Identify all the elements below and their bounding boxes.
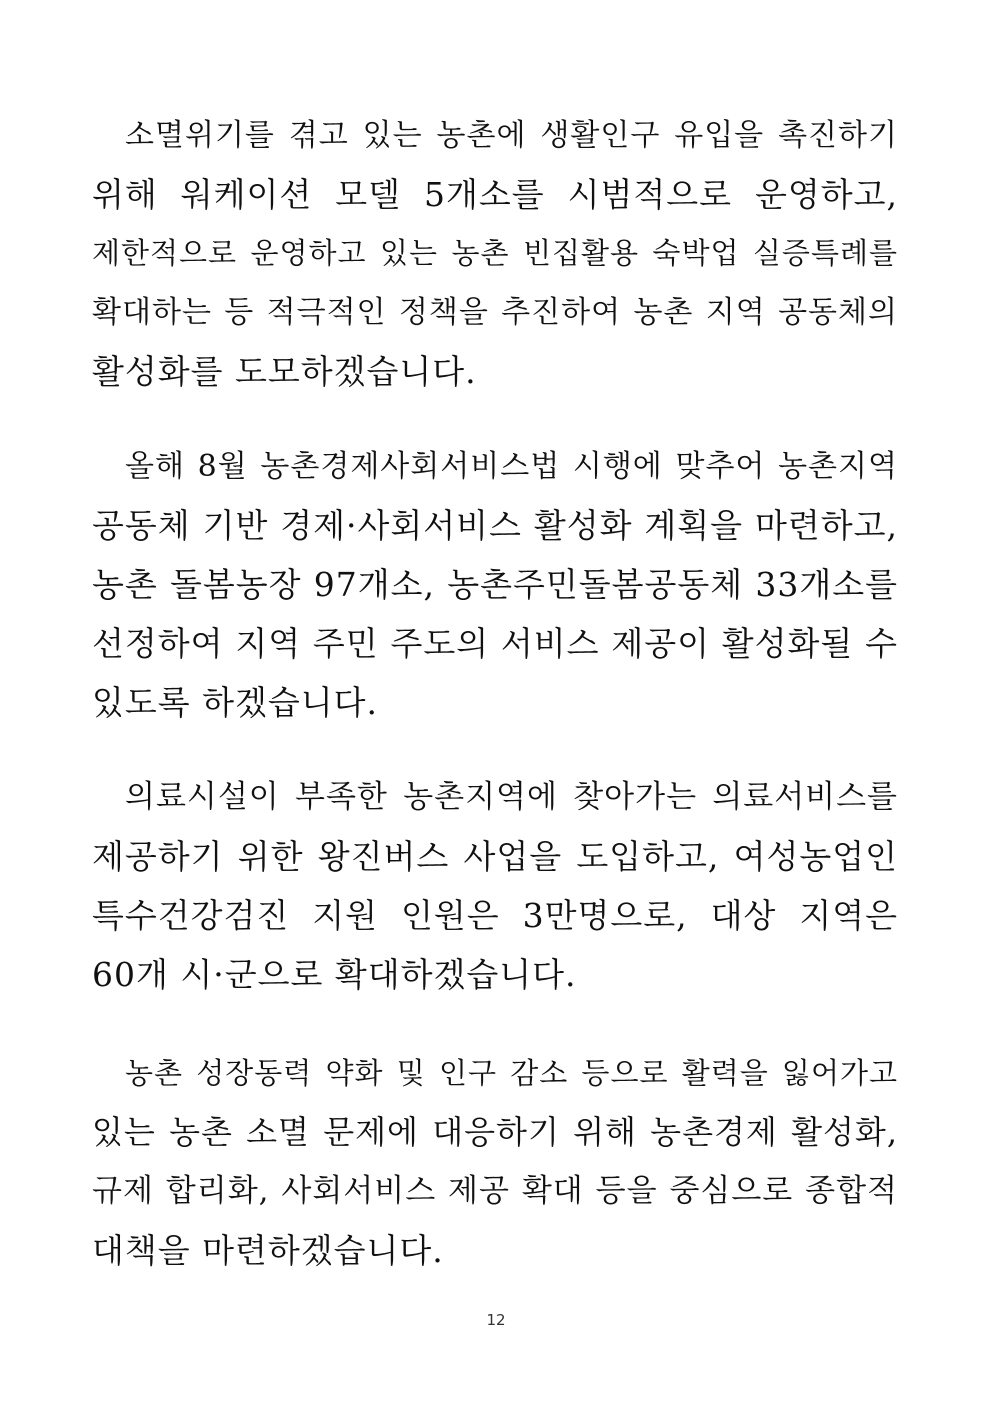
paragraph-line: 확대하는 등 적극적인 정책을 추진하여 농촌 지역 공동체의 — [92, 295, 898, 330]
paragraph-line: 대책을 마련하겠습니다. — [92, 1231, 444, 1270]
paragraph-line: 소멸위기를 겪고 있는 농촌에 생활인구 유입을 촉진하기 — [125, 118, 898, 153]
paragraph-line: 특수건강검진 지원 인원은 3만명으로, 대상 지역은 — [92, 896, 898, 935]
paragraph-rural-population — [92, 106, 898, 401]
paragraph-line: 위해 워케이션 모델 5개소를 시범적으로 운영하고, — [92, 175, 898, 214]
page-number: 12 — [486, 1311, 506, 1329]
paragraph-line: 규제 합리화, 사회서비스 제공 확대 등을 중심으로 종합적 — [92, 1173, 898, 1209]
paragraph-line: 제한적으로 운영하고 있는 농촌 빈집활용 숙박업 실증특례를 — [92, 236, 898, 270]
paragraph-line: 있도록 하겠습니다. — [92, 683, 379, 722]
paragraph-line: 농촌 돌봄농장 97개소, 농촌주민돌봄공동체 33개소를 — [92, 565, 898, 604]
paragraph-line: 공동체 기반 경제·사회서비스 활성화 계획을 마련하고, — [92, 506, 898, 545]
paragraph-line: 있는 농촌 소멸 문제에 대응하기 위해 농촌경제 활성화, — [92, 1113, 898, 1151]
paragraph-line: 선정하여 지역 주민 주도의 서비스 제공이 활성화될 수 — [92, 624, 898, 663]
paragraph-line: 의료시설이 부족한 농촌지역에 찾아가는 의료서비스를 — [125, 779, 898, 815]
paragraph-line: 올해 8월 농촌경제사회서비스법 시행에 맞추어 농촌지역 — [125, 449, 898, 484]
paragraph-comprehensive-measures — [92, 1044, 898, 1280]
paragraph-medical-services — [92, 768, 898, 1004]
paragraph-line: 농촌 성장동력 약화 및 인구 감소 등으로 활력을 잃어가고 — [125, 1056, 898, 1090]
paragraph-social-services — [92, 437, 898, 732]
paragraph-line: 활성화를 도모하겠습니다. — [92, 352, 477, 391]
paragraph-line: 제공하기 위한 왕진버스 사업을 도입하고, 여성농업인 — [92, 837, 898, 876]
paragraph-line: 60개 시·군으로 확대하겠습니다. — [92, 955, 577, 994]
